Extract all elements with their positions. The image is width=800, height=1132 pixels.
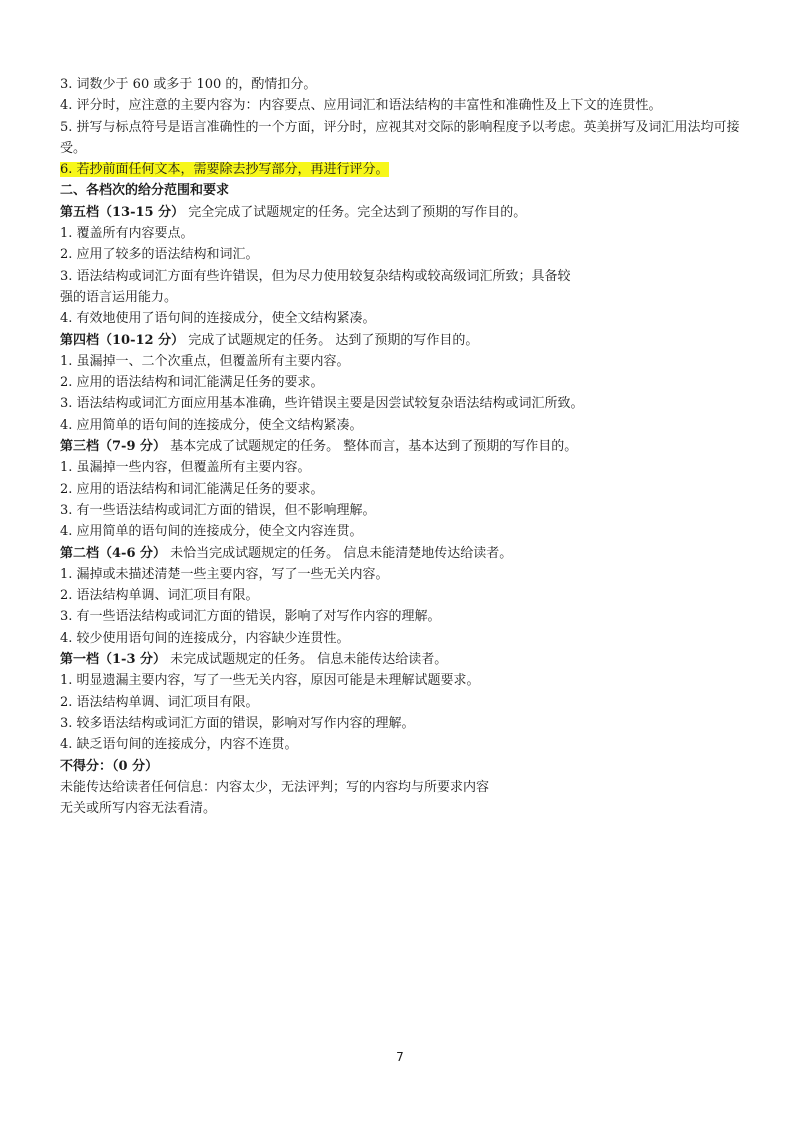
- band-5-item: 强的语言运用能力。: [60, 289, 178, 305]
- band-4-title: 第四档（10-12 分）: [60, 332, 185, 348]
- document-page: [60, 74, 760, 819]
- band-5-item: 2. 应用了较多的语法结构和词汇。: [60, 247, 259, 263]
- band-4-desc: 完成了试题规定的任务。 达到了预期的写作目的。: [188, 332, 479, 348]
- band-2-item: 3. 有一些语法结构或词汇方面的错误，影响了对写作内容的理解。: [60, 609, 441, 625]
- rule-6-highlighted: 6. 若抄前面任何文本，需要除去抄写部分，再进行评分。: [60, 162, 389, 178]
- section-heading: 二、各档次的给分范围和要求: [60, 183, 230, 199]
- zero-score-title: 不得分：（0 分）: [60, 758, 159, 774]
- band-3-item: 3. 有一些语法结构或词汇方面的错误，但不影响理解。: [60, 502, 376, 518]
- band-3-header: [60, 436, 760, 457]
- band-1-item: 2. 语法结构单调、词汇项目有限。: [60, 694, 259, 710]
- band-2-header: [60, 543, 760, 564]
- band-4-item: 4. 应用简单的语句间的连接成分，使全文结构紧凑。: [60, 417, 363, 433]
- band-3-item: 1. 虽漏掉一些内容，但覆盖所有主要内容。: [60, 460, 311, 476]
- band-2-desc: 未恰当完成试题规定的任务。 信息未能清楚地传达给读者。: [170, 545, 513, 561]
- page-number: 7: [396, 1050, 404, 1064]
- band-4-item: 1. 虽漏掉一、二个次重点，但覆盖所有主要内容。: [60, 353, 350, 369]
- band-3-title: 第三档（7-9 分）: [60, 439, 167, 455]
- band-2-item: 2. 语法结构单调、词汇项目有限。: [60, 588, 259, 604]
- band-5-item: 1. 覆盖所有内容要点。: [60, 226, 194, 242]
- band-1-item: 1. 明显遗漏主要内容，写了一些无关内容，原因可能是未理解试题要求。: [60, 673, 480, 689]
- rule-3: 3. 词数少于 60 或多于 100 的，酌情扣分。: [60, 77, 317, 92]
- band-5-title: 第五档（13-15 分）: [60, 204, 185, 220]
- band-4-item: 3. 语法结构或词汇方面应用基本准确，些许错误主要是因尝试较复杂语法结构或词汇所致。: [60, 396, 584, 412]
- band-1-item: 4. 缺乏语句间的连接成分，内容不连贯。: [60, 737, 298, 753]
- band-5-desc: 完全完成了试题规定的任务。完全达到了预期的写作目的。: [188, 204, 527, 220]
- band-5-item: 3. 语法结构或词汇方面有些许错误，但为尽力使用较复杂结构或较高级词汇所致；具备较: [60, 268, 571, 284]
- band-1-title: 第一档（1-3 分）: [60, 652, 167, 668]
- band-1-header: [60, 649, 760, 670]
- band-5-item: 4. 有效地使用了语句间的连接成分，使全文结构紧凑。: [60, 311, 376, 327]
- band-1-item: 3. 较多语法结构或词汇方面的错误，影响对写作内容的理解。: [60, 715, 415, 731]
- band-3-item: 2. 应用的语法结构和词汇能满足任务的要求。: [60, 481, 324, 497]
- band-3-item: 4. 应用简单的语句间的连接成分，使全文内容连贯。: [60, 524, 363, 540]
- band-1-desc: 未完成试题规定的任务。 信息未能传达给读者。: [170, 652, 448, 668]
- band-2-item: 4. 较少使用语句间的连接成分，内容缺少连贯性。: [60, 630, 350, 646]
- zero-score-line: 未能传达给读者任何信息：内容太少，无法评判；写的内容均与所要求内容: [60, 779, 490, 795]
- band-4-item: 2. 应用的语法结构和词汇能满足任务的要求。: [60, 375, 324, 391]
- band-4-header: [60, 330, 760, 351]
- zero-score-line: 无关或所写内容无法看清。: [60, 801, 217, 817]
- band-3-desc: 基本完成了试题规定的任务。 整体而言，基本达到了预期的写作目的。: [170, 439, 578, 455]
- rule-5: 5. 拼写与标点符号是语言准确性的一个方面，评分时，应视其对交际的影响程度予以考虑。英美拼写及词汇用法均可接受。: [60, 119, 740, 156]
- band-5-header: [60, 202, 760, 223]
- rule-4: 4. 评分时，应注意的主要内容为：内容要点、应用词汇和语法结构的丰富性和准确性及上下文的连贯性。: [60, 98, 662, 114]
- band-2-title: 第二档（4-6 分）: [60, 545, 167, 561]
- band-2-item: 1. 漏掉或未描述清楚一些主要内容，写了一些无关内容。: [60, 566, 389, 582]
